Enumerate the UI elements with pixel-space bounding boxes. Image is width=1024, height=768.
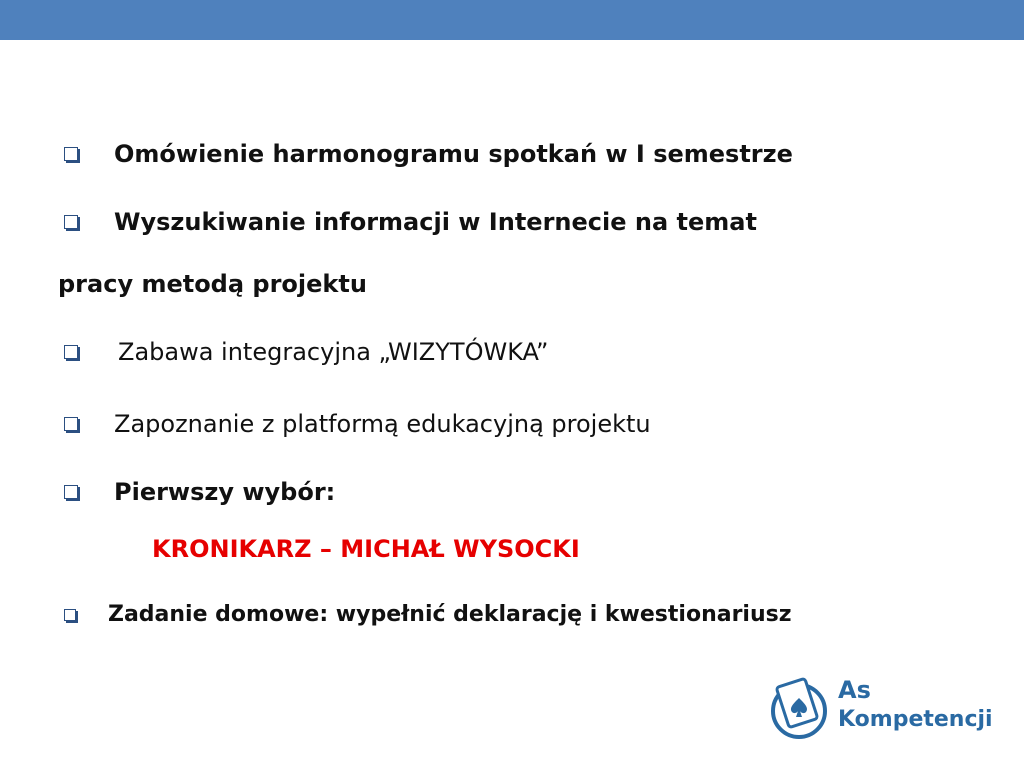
- square-bullet-icon: [64, 215, 78, 229]
- square-bullet-icon: [64, 485, 78, 499]
- square-bullet-icon: [64, 345, 78, 359]
- logo-as-text: As: [838, 676, 871, 704]
- logo-kompetencji-text: Kompetencji: [838, 707, 993, 732]
- slide-item-integration-game: Zabawa integracyjna „WIZYTÓWKA”: [118, 338, 549, 366]
- slide-item-internet-search-continued: pracy metodą projektu: [58, 270, 367, 298]
- square-bullet-icon: [64, 417, 78, 431]
- slide-item-chronicler: KRONIKARZ – MICHAŁ WYSOCKI: [152, 535, 580, 563]
- square-bullet-icon: [64, 609, 76, 621]
- slide-item-internet-search: Wyszukiwanie informacji w Internecie na temat: [114, 208, 757, 236]
- slide-item-first-choice: Pierwszy wybór:: [114, 478, 336, 506]
- square-bullet-icon: [64, 147, 78, 161]
- top-accent-bar: [0, 0, 1024, 40]
- slide-item-schedule: Omówienie harmonogramu spotkań w I semestrze: [114, 140, 793, 168]
- slide-item-platform: Zapoznanie z platformą edukacyjną projektu: [114, 410, 651, 438]
- spade-card-icon: [768, 672, 834, 742]
- slide-item-homework: Zadanie domowe: wypełnić deklarację i kwestionariusz: [108, 602, 792, 627]
